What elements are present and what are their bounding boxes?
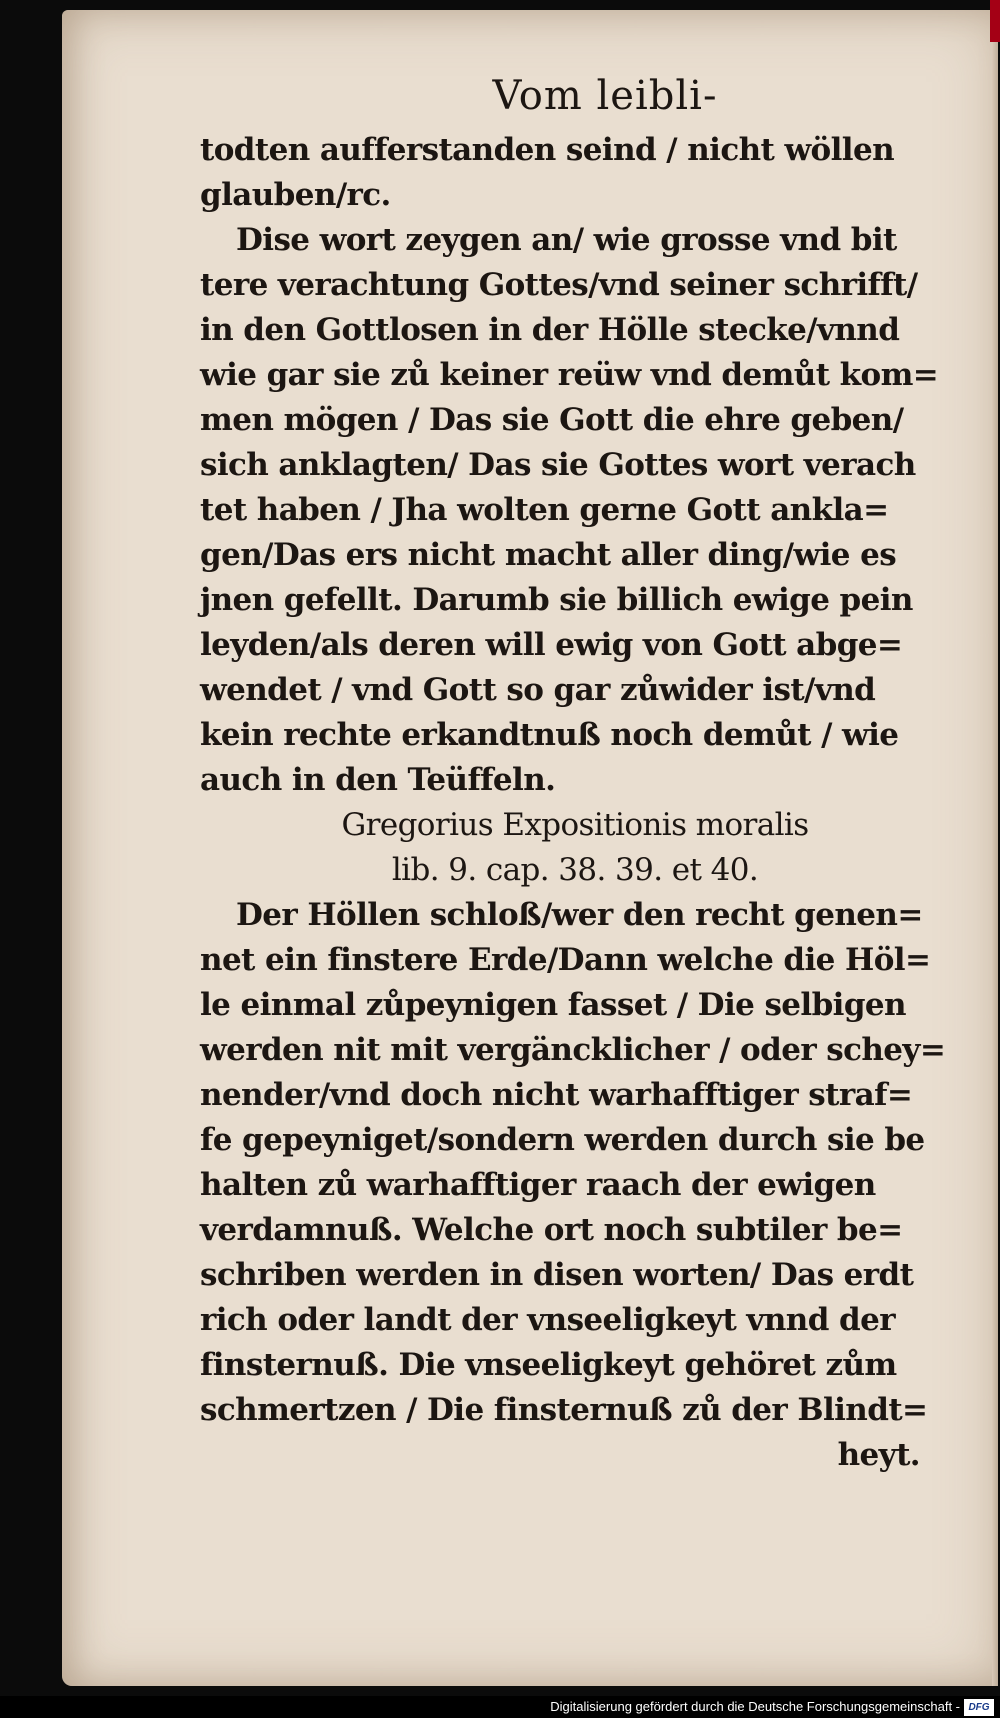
text-line: le einmal zůpeynigen fasset / Die selbigen bbox=[200, 987, 906, 1023]
color-marker bbox=[990, 0, 1000, 42]
text-line: gen/Das ers nicht macht aller ding/wie es bbox=[200, 537, 897, 573]
text-line: nender/vnd doch nicht warhafftiger straf= bbox=[200, 1077, 913, 1113]
text-line: tet haben / Jha wolten gerne Gott ankla= bbox=[200, 492, 889, 528]
text-line: fe gepeyniget/sondern werden durch sie be bbox=[200, 1122, 925, 1158]
text-lines bbox=[200, 128, 946, 1478]
text-line: Gregorius Expositionis moralis bbox=[341, 807, 809, 843]
text-line: halten zů warhafftiger raach der ewigen bbox=[200, 1167, 876, 1203]
text-line: glauben/rc. bbox=[200, 177, 391, 213]
text-line: todten aufferstanden seind / nicht wöllen bbox=[200, 132, 895, 168]
page-text-block bbox=[200, 70, 946, 1478]
text-line: men mögen / Das sie Gott die ehre geben/ bbox=[200, 402, 904, 438]
text-line: auch in den Teüffeln. bbox=[200, 762, 556, 798]
text-line: schriben werden in disen worten/ Das erdt bbox=[200, 1257, 914, 1293]
text-line: Dise wort zeygen an/ wie grosse vnd bit bbox=[236, 222, 897, 258]
text-line: wendet / vnd Gott so gar zůwider ist/vnd bbox=[200, 672, 876, 708]
text-line: kein rechte erkandtnuß noch demůt / wie bbox=[200, 717, 899, 753]
text-line: sich anklagten/ Das sie Gottes wort verach bbox=[200, 447, 916, 483]
footer-bar bbox=[0, 1696, 1000, 1718]
running-head: Vom leibli- bbox=[492, 73, 718, 119]
text-line: lib. 9. cap. 38. 39. et 40. bbox=[391, 852, 759, 888]
text-line: leyden/als deren will ewig von Gott abge= bbox=[200, 627, 903, 663]
text-line: werden nit mit vergäncklicher / oder schey= bbox=[200, 1032, 946, 1068]
text-line: wie gar sie zů keiner reüw vnd demůt kom= bbox=[200, 357, 939, 393]
text-line: finsternuß. Die vnseeligkeyt gehöret zům bbox=[200, 1347, 897, 1383]
text-line: verdamnuß. Welche ort noch subtiler be= bbox=[200, 1212, 903, 1248]
text-line: tere verachtung Gottes/vnd seiner schrifft/ bbox=[200, 267, 918, 303]
page-edge bbox=[992, 10, 998, 1686]
text-line: schmertzen / Die finsternuß zů der Blindt= bbox=[200, 1392, 928, 1428]
text-line: in den Gottlosen in der Hölle stecke/vnnd bbox=[200, 312, 900, 348]
text-line: jnen gefellt. Darumb sie billich ewige pein bbox=[200, 582, 913, 618]
text-line: net ein finstere Erde/Dann welche die Höl= bbox=[200, 942, 931, 978]
dfg-logo-icon: DFG bbox=[964, 1699, 994, 1716]
text-line: heyt. bbox=[837, 1437, 920, 1473]
text-line: Der Höllen schloß/wer den recht genen= bbox=[236, 897, 923, 933]
footer-credit: Digitalisierung gefördert durch die Deutsche Forschungsgemeinschaft - bbox=[550, 1699, 960, 1714]
text-line: rich oder landt der vnseeligkeyt vnnd der bbox=[200, 1302, 895, 1338]
